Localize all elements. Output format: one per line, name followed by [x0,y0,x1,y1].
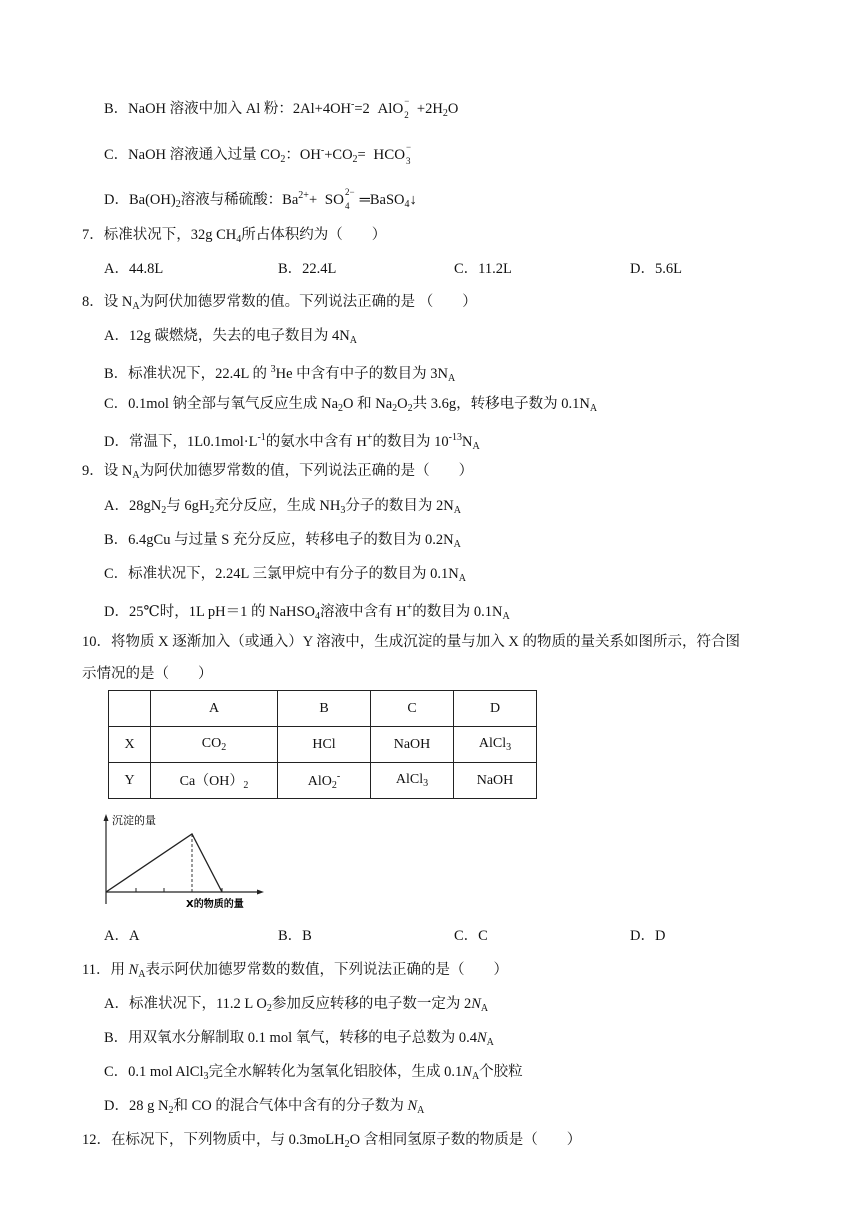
table-cell [109,691,151,727]
q7-option-d: D．5.6L [630,261,682,277]
q9-option-a: A．$28gN_2$与 $6gH_2$充分反应，生成 $NH_3$分子的数目为 $2N_A$ [104,498,461,516]
table-cell: A [151,691,278,727]
q8-option-a: A．12g 碳燃烧，失去的电子数目为 $4N_A$ [104,328,357,346]
table-cell: AlCl$_3$ [371,763,454,799]
table-row [109,727,537,763]
q10-option-c: C．C [454,928,488,944]
table-cell: NaOH [454,763,537,799]
q8-option-d: D．常温下，$1L0.1mol\cdot L^{-1}$的氨水中含有 H+的数目为 $10^{-13}N_A$ [104,432,480,452]
q6-option-c: C．NaOH 溶液通入过量 $CO_2$：$OH^-+CO_2=$ HCO − 3 [104,142,412,166]
q10-stem-line1: 10．将物质 X 逐渐加入（或通入）Y 溶液中，生成沉淀的量与加入 X 的物质的量关系如图所示，符合图 [82,634,740,650]
y-axis-label: 沉淀的量 [112,814,156,827]
q10-option-b: B．B [278,928,312,944]
q12-stem: 12．在标况下，下列物质中，与 0.3moLH$_2$O 含相同氢原子数的物质是（ ） [82,1132,582,1150]
q10-precipitate-graph [100,812,270,912]
q6-option-d: D．$Ba(OH)_2$溶液与稀硫酸：$Ba^{2+}+$ SO 2− 4 ═BaSO$_4$↓ [104,187,417,211]
q10-stem-line2: 示情况的是（ ） [82,666,213,682]
q9-option-c: C．标准状况下，2.24L 三氯甲烷中有分子的数目为 $0.1N_A$ [104,566,466,584]
table-cell: X [109,727,151,763]
q7-stem: 7．标准状况下，32g $CH_4$所占体积约为（ ） [82,227,387,245]
table-cell: NaOH [371,727,454,763]
q9-stem: 9．设 $N_A$为阿伏加德罗常数的值，下列说法正确的是（ ） [82,463,474,481]
table-row [109,691,537,727]
table-cell: D [454,691,537,727]
q11-option-d: D．28 g $N_2$和 CO 的混合气体中含有的分子数为 $N_A$ [104,1098,425,1116]
x-axis-arrow-icon [257,890,264,895]
table-row [109,763,537,799]
table-cell: $CO_2$ [151,727,278,763]
q6-option-b: B．NaOH 溶液中加入 Al 粉：2Al+4OH-=2 AlO − 2 $+2H_2O$ [104,96,459,120]
q8-stem: 8．设 $N_A$为阿伏加德罗常数的值。下列说法正确的是 （ ） [82,294,477,312]
table-cell: B [278,691,371,727]
q11-stem: 11．用 $N_A$表示阿伏加德罗常数的数值，下列说法正确的是（ ） [82,962,508,980]
precipitate-curve [106,834,222,892]
q9-option-d: D．25℃时，1L pH＝1 的 NaHSO$_4$溶液中含有 H+的数目为 $0.1N_A$ [104,602,510,622]
q8-option-b: B．标准状况下，22.4L 的 $^3$He 中含有中子的数目为 $3N_A$ [104,364,456,384]
table-cell: HCl [278,727,371,763]
table-cell: Y [109,763,151,799]
table-cell: $Ca(OH)_2$ [151,763,278,799]
table-cell: C [371,691,454,727]
q11-option-a: A．标准状况下，11.2 L $O_2$参加反应转移的电子数一定为 $2N_A$ [104,996,489,1014]
q10-table [108,690,537,799]
q10-option-d: D．D [630,928,666,944]
q11-option-c: C．0.1 mol AlCl$_3$完全水解转化为氢氧化铝胶体，生成 $0.1N_A$个胶粒 [104,1064,523,1082]
q10-option-a: A．A [104,928,140,944]
y-axis-arrow-icon [104,814,109,821]
q7-option-a: A．44.8L [104,261,164,277]
q7-option-c: C．11.2L [454,261,512,277]
q9-option-b: B．6.4gCu 与过量 S 充分反应，转移电子的数目为 $0.2N_A$ [104,532,461,550]
table-cell: AlO$_2$- [278,763,371,799]
q8-option-c: C．0.1mol 钠全部与氧气反应生成 $Na_2O$ 和 $Na_2O_2$共 3.6g，转移电子数为 $0.1N_A$ [104,396,598,414]
x-axis-label: X的物质的量 [186,899,244,910]
table-cell: AlCl$_3$ [454,727,537,763]
q7-option-b: B．22.4L [278,261,337,277]
q11-option-b: B．用双氧水分解制取 0.1 mol 氧气，转移的电子总数为 $0.4N_A$ [104,1030,494,1048]
